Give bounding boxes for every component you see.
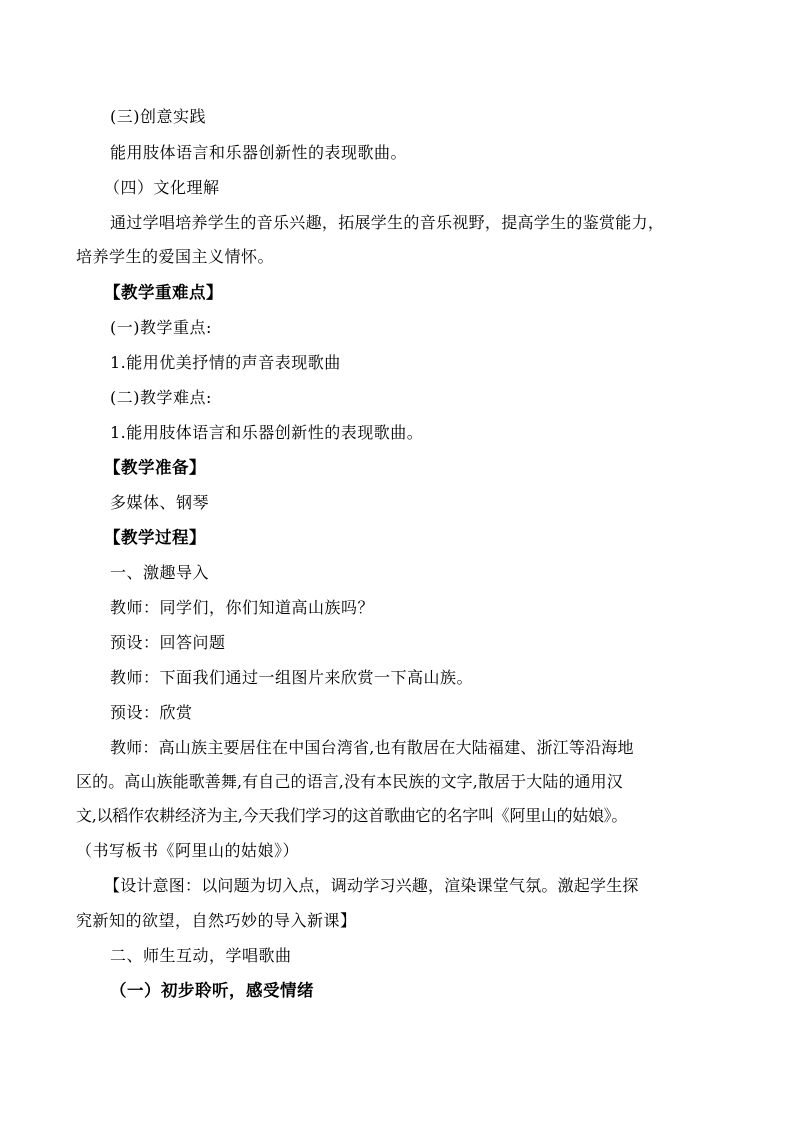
section-heading-cultural-understanding: （四）文化理解 — [104, 178, 220, 197]
step-heading-introduction: 一、激趣导入 — [110, 563, 210, 582]
paragraph-line: 培养学生的爱国主义情怀。 — [76, 247, 275, 266]
board-note: （书写板书《阿里山的姑娘》） — [76, 841, 300, 860]
paragraph-line: 区的。高山族能歌善舞,有自己的语言,没有本民族的文字,散居于大陆的通用汉 — [76, 772, 623, 791]
subheading-first-listening: （一）初步聆听，感受情绪 — [110, 981, 314, 1000]
dialogue-line: 教师：下面我们通过一组图片来欣赏一下高山族。 — [110, 668, 474, 687]
subheading-key-points: (一)教学重点: — [110, 318, 212, 337]
list-item: 1.能用优美抒情的声音表现歌曲 — [110, 353, 341, 372]
paragraph-line: 文,以稻作农耕经济为主,今天我们学习的这首歌曲它的名字叫《阿里山的姑娘》。 — [76, 806, 628, 825]
step-heading-interaction: 二、师生互动，学唱歌曲 — [110, 946, 292, 965]
heading-teaching-process: 【教学过程】 — [104, 528, 206, 547]
section-heading-creative-practice: (三)创意实践 — [110, 107, 206, 126]
dialogue-line: 预设：欣赏 — [110, 703, 193, 722]
design-intent: 【设计意图：以问题为切入点，调动学习兴趣，渲染课堂气氛。激起学生探 — [104, 876, 639, 895]
paragraph-line: 能用肢体语言和乐器创新性的表现歌曲。 — [110, 143, 408, 162]
paragraph-line: 多媒体、钢琴 — [110, 493, 210, 512]
subheading-difficulties: (二)教学难点: — [110, 388, 212, 407]
paragraph-line: 通过学唱培养学生的音乐兴趣，拓展学生的音乐视野，提高学生的鉴赏能力， — [110, 213, 665, 232]
design-intent: 究新知的欲望，自然巧妙的导入新课】 — [76, 911, 357, 930]
dialogue-line: 教师：同学们，你们知道高山族吗？ — [110, 598, 375, 617]
heading-teaching-key-difficulties: 【教学重难点】 — [104, 283, 223, 302]
list-item: 1.能用肢体语言和乐器创新性的表现歌曲。 — [110, 423, 424, 442]
heading-teaching-preparation: 【教学准备】 — [104, 458, 206, 477]
dialogue-line: 教师：高山族主要居住在中国台湾省,也有散居在大陆福建、浙江等沿海地 — [110, 738, 634, 757]
dialogue-line: 预设：回答问题 — [110, 633, 226, 652]
